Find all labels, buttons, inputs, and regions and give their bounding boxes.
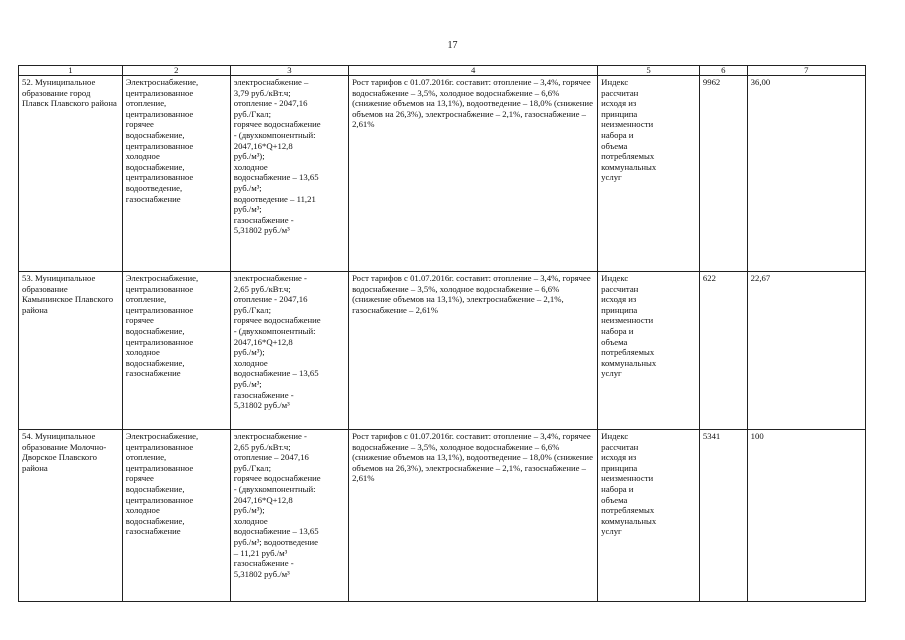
municipality-name: Муниципальное образование город Плавск Плавского района: [22, 77, 117, 109]
services-cell: Электроснабжение, централизованное отопление, централизованное горячее водоснабжение, централизованное холодное водоснабжение, газоснабжение: [122, 430, 230, 602]
table-row: [19, 430, 866, 602]
table-row: [19, 272, 866, 430]
column-header-1: 1: [19, 66, 123, 76]
municipality-cell: [19, 430, 123, 602]
column-header-5: 5: [598, 66, 700, 76]
tariff-growth-cell: Рост тарифов с 01.07.2016г. составит: отопление – 3,4%, горячее водоснабжение – 3,5%, холодное водоснабжение – 6,6% (снижение объемов на 13,1%), водоотведение – 18,0% (снижение объемов на 26,3%), электроснабжение – 2,1%, газоснабжение – 2,61%: [349, 76, 598, 272]
row-number: 54.: [22, 431, 33, 441]
tariff-table: [18, 65, 866, 602]
index-note-cell: Индекс рассчитан исходя из принципа неизменности набора и объема потребляемых коммунальных услуг: [598, 430, 700, 602]
index-note-cell: Индекс рассчитан исходя из принципа неизменности набора и объема потребляемых коммунальных услуг: [598, 76, 700, 272]
tariffs-cell: электроснабжение - 2,65 руб./кВт.ч; отопление – 2047,16 руб./Гкал; горячее водоснабжение - (двухкомпонентный: 2047,16*Q+12,8 руб./м³); холодное водоснабжение – 13,65 руб./м³; водоотведение – 11,21 руб./м³ газоснабжение - 5,31802 руб./м³: [230, 430, 348, 602]
column-header-4: 4: [349, 66, 598, 76]
row-number: 52.: [22, 77, 33, 87]
municipality-cell: [19, 76, 123, 272]
column-header-3: 3: [230, 66, 348, 76]
column-header-2: 2: [122, 66, 230, 76]
row-number: 53.: [22, 273, 33, 283]
population-cell: 9962: [699, 76, 747, 272]
tariffs-cell: электроснабжение – 3,79 руб./кВт.ч; отопление - 2047,16 руб./Гкал; горячее водоснабжение - (двухкомпонентный: 2047,16*Q+12,8 руб./м³); холодное водоснабжение – 13,65 руб./м³; водоотведение – 11,21 руб./м³; газоснабжение - 5,31802 руб./м³: [230, 76, 348, 272]
page-number: 17: [447, 40, 458, 51]
municipality-name: Муниципальное образование Камынинское Плавского района: [22, 273, 114, 315]
services-cell: Электроснабжение, централизованное отопление, централизованное горячее водоснабжение, централизованное холодное водоснабжение, централизованное водоотведение, газоснабжение: [122, 76, 230, 272]
column-header-6: 6: [699, 66, 747, 76]
index-note-cell: Индекс рассчитан исходя из принципа неизменности набора и объема потребляемых коммунальных услуг: [598, 272, 700, 430]
share-cell: 22,67: [747, 272, 865, 430]
services-cell: Электроснабжение, централизованное отопление, централизованное горячее водоснабжение, централизованное холодное водоснабжение, газоснабжение: [122, 272, 230, 430]
tariffs-cell: электроснабжение - 2,65 руб./кВт.ч; отопление - 2047,16 руб./Гкал; горячее водоснабжение - (двухкомпонентный: 2047,16*Q+12,8 руб./м³); холодное водоснабжение – 13,65 руб./м³; газоснабжение - 5,31802 руб./м³: [230, 272, 348, 430]
table-row: [19, 76, 866, 272]
municipality-name: Муниципальное образование Молочно-Дворское Плавского района: [22, 431, 107, 473]
column-header-7: 7: [747, 66, 865, 76]
municipality-cell: [19, 272, 123, 430]
tariff-growth-cell: Рост тарифов с 01.07.2016г. составит: отопление – 3,4%, горячее водоснабжение – 3,5%, холодное водоснабжение – 6,6% (снижение объемов на 13,1%), водоотведение – 18,0% (снижение объемов на 26,3%), электроснабжение – 2,1%, газоснабжение – 2,61%: [349, 430, 598, 602]
population-cell: 5341: [699, 430, 747, 602]
share-cell: 100: [747, 430, 865, 602]
population-cell: 622: [699, 272, 747, 430]
share-cell: 36,00: [747, 76, 865, 272]
table-header-row: [19, 66, 866, 76]
tariff-growth-cell: Рост тарифов с 01.07.2016г. составит: отопление – 3,4%, горячее водоснабжение – 3,5%, холодное водоснабжение – 6,6% (снижение объемов на 13,1%), электроснабжение – 2,1%, газоснабжение – 2,61%: [349, 272, 598, 430]
